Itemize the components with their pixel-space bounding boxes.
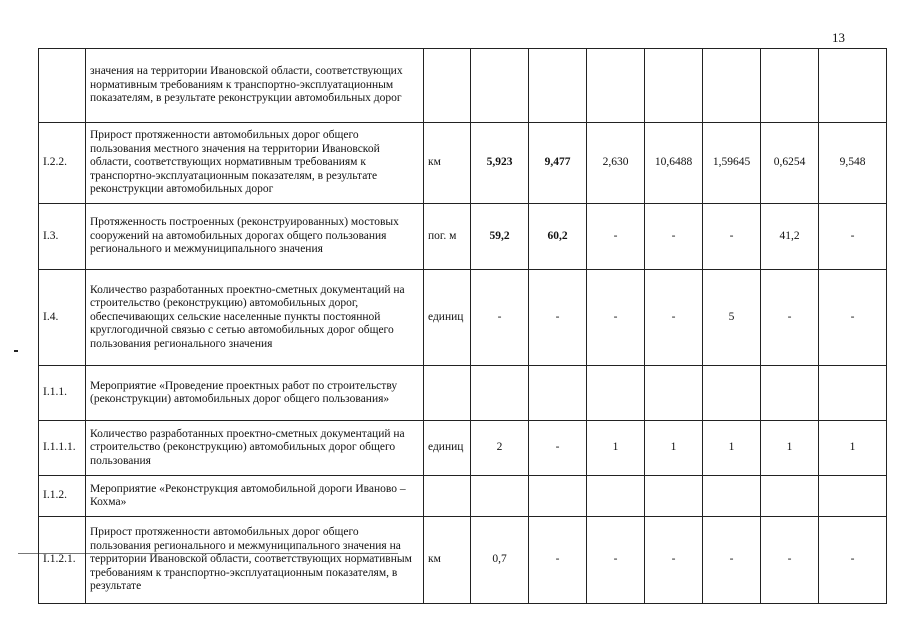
- year-value: 2,630: [587, 123, 645, 204]
- year-value: [529, 49, 587, 123]
- year-value: 1: [587, 421, 645, 476]
- year-value: -: [819, 270, 887, 366]
- year-value: [529, 366, 587, 421]
- year-value: 0,6254: [761, 123, 819, 204]
- year-value: [645, 476, 703, 517]
- year-value: [819, 49, 887, 123]
- table-row: [39, 421, 887, 476]
- table-row: [39, 366, 887, 421]
- row-unit: [424, 476, 471, 517]
- year-value: 10,6488: [645, 123, 703, 204]
- year-value: [703, 476, 761, 517]
- table-row: [39, 517, 887, 604]
- year-value: -: [761, 517, 819, 604]
- year-value: [703, 366, 761, 421]
- row-description: Мероприятие «Реконструкция автомобильной дороги Иваново – Кохма»: [86, 476, 424, 517]
- year-value: 60,2: [529, 204, 587, 270]
- year-value: -: [645, 270, 703, 366]
- row-unit: км: [424, 517, 471, 604]
- year-value: [587, 49, 645, 123]
- year-value: -: [471, 270, 529, 366]
- year-value: [761, 366, 819, 421]
- scan-mark: [14, 350, 18, 352]
- row-unit: единиц: [424, 270, 471, 366]
- row-unit: пог. м: [424, 204, 471, 270]
- page-number: 13: [832, 30, 845, 45]
- row-unit: км: [424, 123, 471, 204]
- year-value: 59,2: [471, 204, 529, 270]
- year-value: 0,7: [471, 517, 529, 604]
- year-value: -: [819, 517, 887, 604]
- row-unit: [424, 366, 471, 421]
- year-value: 1: [761, 421, 819, 476]
- year-value: -: [703, 204, 761, 270]
- year-value: -: [529, 517, 587, 604]
- year-value: 5: [703, 270, 761, 366]
- year-value: [645, 366, 703, 421]
- year-value: -: [703, 517, 761, 604]
- table-row: [39, 270, 887, 366]
- year-value: -: [529, 270, 587, 366]
- row-description: Мероприятие «Проведение проектных работ по строительству (реконструкции) автомобильных дорог общего пользования»: [86, 366, 424, 421]
- year-value: -: [645, 517, 703, 604]
- year-value: 1: [645, 421, 703, 476]
- table-row: [39, 49, 887, 123]
- year-value: [471, 49, 529, 123]
- year-value: [471, 476, 529, 517]
- row-code: I.1.1.1.: [39, 421, 86, 476]
- table-row: [39, 123, 887, 204]
- row-unit: единиц: [424, 421, 471, 476]
- year-value: [819, 476, 887, 517]
- year-value: -: [529, 421, 587, 476]
- row-code: I.2.2.: [39, 123, 86, 204]
- year-value: [529, 476, 587, 517]
- year-value: 41,2: [761, 204, 819, 270]
- year-value: [819, 366, 887, 421]
- year-value: 9,477: [529, 123, 587, 204]
- year-value: -: [819, 204, 887, 270]
- year-value: 9,548: [819, 123, 887, 204]
- row-code: I.1.2.1.: [39, 517, 86, 604]
- row-code: I.1.1.: [39, 366, 86, 421]
- year-value: [703, 49, 761, 123]
- year-value: -: [587, 204, 645, 270]
- indicators-table: [38, 48, 887, 604]
- table-row: [39, 476, 887, 517]
- row-description: Количество разработанных проектно-сметных документаций на строительство (реконструкцию) автомобильных дорог общего пользования: [86, 421, 424, 476]
- row-description: Прирост протяженности автомобильных дорог общего пользования регионального и межмуниципального значения на территории Ивановской области, соответствующих нормативным требованиям к транспортно-эксплуатационным показателям, в результате: [86, 517, 424, 604]
- year-value: -: [587, 270, 645, 366]
- year-value: -: [761, 270, 819, 366]
- year-value: 1: [819, 421, 887, 476]
- row-description: Протяженность построенных (реконструированных) мостовых сооружений на автомобильных дорогах общего пользования регионального и межмуниципального значения: [86, 204, 424, 270]
- row-description: Количество разработанных проектно-сметных документаций на строительство (реконструкцию) автомобильных дорог, обеспечивающих сельские населенные пункты постоянной круглогодичной связью с сетью автомобильных дорог общего пользования регионального значения: [86, 270, 424, 366]
- year-value: [587, 476, 645, 517]
- year-value: [645, 49, 703, 123]
- year-value: -: [645, 204, 703, 270]
- year-value: 5,923: [471, 123, 529, 204]
- year-value: [587, 366, 645, 421]
- year-value: 2: [471, 421, 529, 476]
- year-value: 1: [703, 421, 761, 476]
- year-value: [471, 366, 529, 421]
- year-value: 1,59645: [703, 123, 761, 204]
- row-code: [39, 49, 86, 123]
- row-unit: [424, 49, 471, 123]
- year-value: [761, 476, 819, 517]
- row-code: I.3.: [39, 204, 86, 270]
- row-code: I.1.2.: [39, 476, 86, 517]
- row-code: I.4.: [39, 270, 86, 366]
- row-description: значения на территории Ивановской области, соответствующих нормативным требованиям к транспортно-эксплуатационным показателям, в результате реконструкции автомобильных дорог: [86, 49, 424, 123]
- row-description: Прирост протяженности автомобильных дорог общего пользования местного значения на территории Ивановской области, соответствующих нормативным требованиям к транспортно-эксплуатационным показателям, в результате реконструкции автомобильных дорог: [86, 123, 424, 204]
- year-value: [761, 49, 819, 123]
- year-value: -: [587, 517, 645, 604]
- table-row: [39, 204, 887, 270]
